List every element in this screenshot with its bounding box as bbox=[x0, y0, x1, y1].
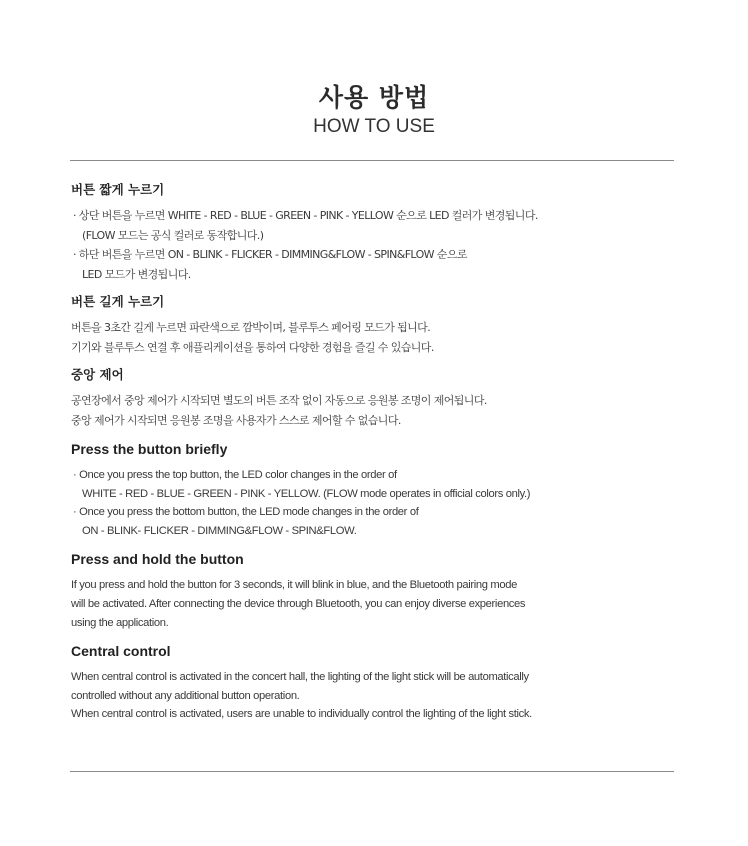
instruction-line: WHITE - RED - BLUE - GREEN - PINK - YELLOW. (FLOW mode operates in official colors only.) bbox=[82, 487, 531, 500]
instruction-line: using the application. bbox=[71, 616, 169, 629]
section-central-control-korean bbox=[71, 367, 671, 430]
instructions-content bbox=[71, 182, 671, 734]
top-divider bbox=[70, 160, 674, 161]
instruction-line: controlled without any additional button operation. bbox=[71, 689, 300, 702]
section-short-press-korean bbox=[71, 182, 671, 284]
page-title-english: HOW TO USE bbox=[313, 116, 435, 137]
instruction-line: 기기와 블루투스 연결 후 애플리케이션을 통하여 다양한 경험을 즐길 수 있습니다. bbox=[71, 340, 434, 354]
bottom-divider bbox=[70, 771, 674, 772]
instruction-line: · Once you press the top button, the LED color changes in the order of bbox=[73, 469, 397, 481]
instruction-line: 공연장에서 중앙 제어가 시작되면 별도의 버튼 조작 없이 자동으로 응원봉 조명이 제어됩니다. bbox=[71, 394, 487, 407]
section-short-press-english bbox=[71, 440, 671, 540]
section-central-control-english bbox=[71, 642, 671, 724]
instruction-line: 중앙 제어가 시작되면 응원봉 조명을 사용자가 스스로 제어할 수 없습니다. bbox=[71, 413, 401, 427]
section-heading: 버튼 길게 누르기 bbox=[71, 294, 165, 309]
instruction-line: 버튼을 3초간 길게 누르면 파란색으로 깜박이며, 블루투스 페어링 모드가 됩니다. bbox=[71, 321, 431, 334]
section-heading: Press and hold the button bbox=[71, 551, 244, 568]
instruction-line: If you press and hold the button for 3 seconds, it will blink in blue, and the Bluetooth pairing mode bbox=[71, 579, 518, 592]
section-heading: 버튼 짧게 누르기 bbox=[71, 182, 165, 197]
section-heading: Central control bbox=[71, 643, 171, 660]
page-title-korean: 사용 방법 bbox=[318, 83, 430, 112]
section-heading: Press the button briefly bbox=[71, 441, 228, 457]
section-long-press-korean bbox=[71, 294, 671, 357]
instruction-line: ON - BLINK- FLICKER - DIMMING&FLOW - SPIN&FLOW. bbox=[82, 524, 357, 537]
instruction-line: When central control is activated in the concert hall, the lighting of the light stick will be automatically bbox=[71, 671, 529, 684]
instruction-line: · 상단 버튼을 누르면 WHITE - RED - BLUE - GREEN - PINK - YELLOW 순으로 LED 컬러가 변경됩니다. bbox=[73, 209, 538, 222]
instruction-line: will be activated. After connecting the device through Bluetooth, you can enjoy diverse experiences bbox=[71, 597, 526, 610]
section-long-press-english bbox=[71, 550, 671, 632]
instruction-line: · Once you press the bottom button, the LED mode changes in the order of bbox=[73, 506, 419, 519]
instruction-line: When central control is activated, users are unable to individually control the lighting of the light stick. bbox=[71, 708, 532, 721]
instruction-line: LED 모드가 변경됩니다. bbox=[82, 267, 191, 281]
instruction-line: · 하단 버튼을 누르면 ON - BLINK - FLICKER - DIMMING&FLOW - SPIN&FLOW 순으로 bbox=[73, 248, 467, 261]
instruction-line: (FLOW 모드는 공식 컬러로 동작합니다.) bbox=[82, 228, 264, 242]
section-heading: 중앙 제어 bbox=[71, 367, 124, 382]
